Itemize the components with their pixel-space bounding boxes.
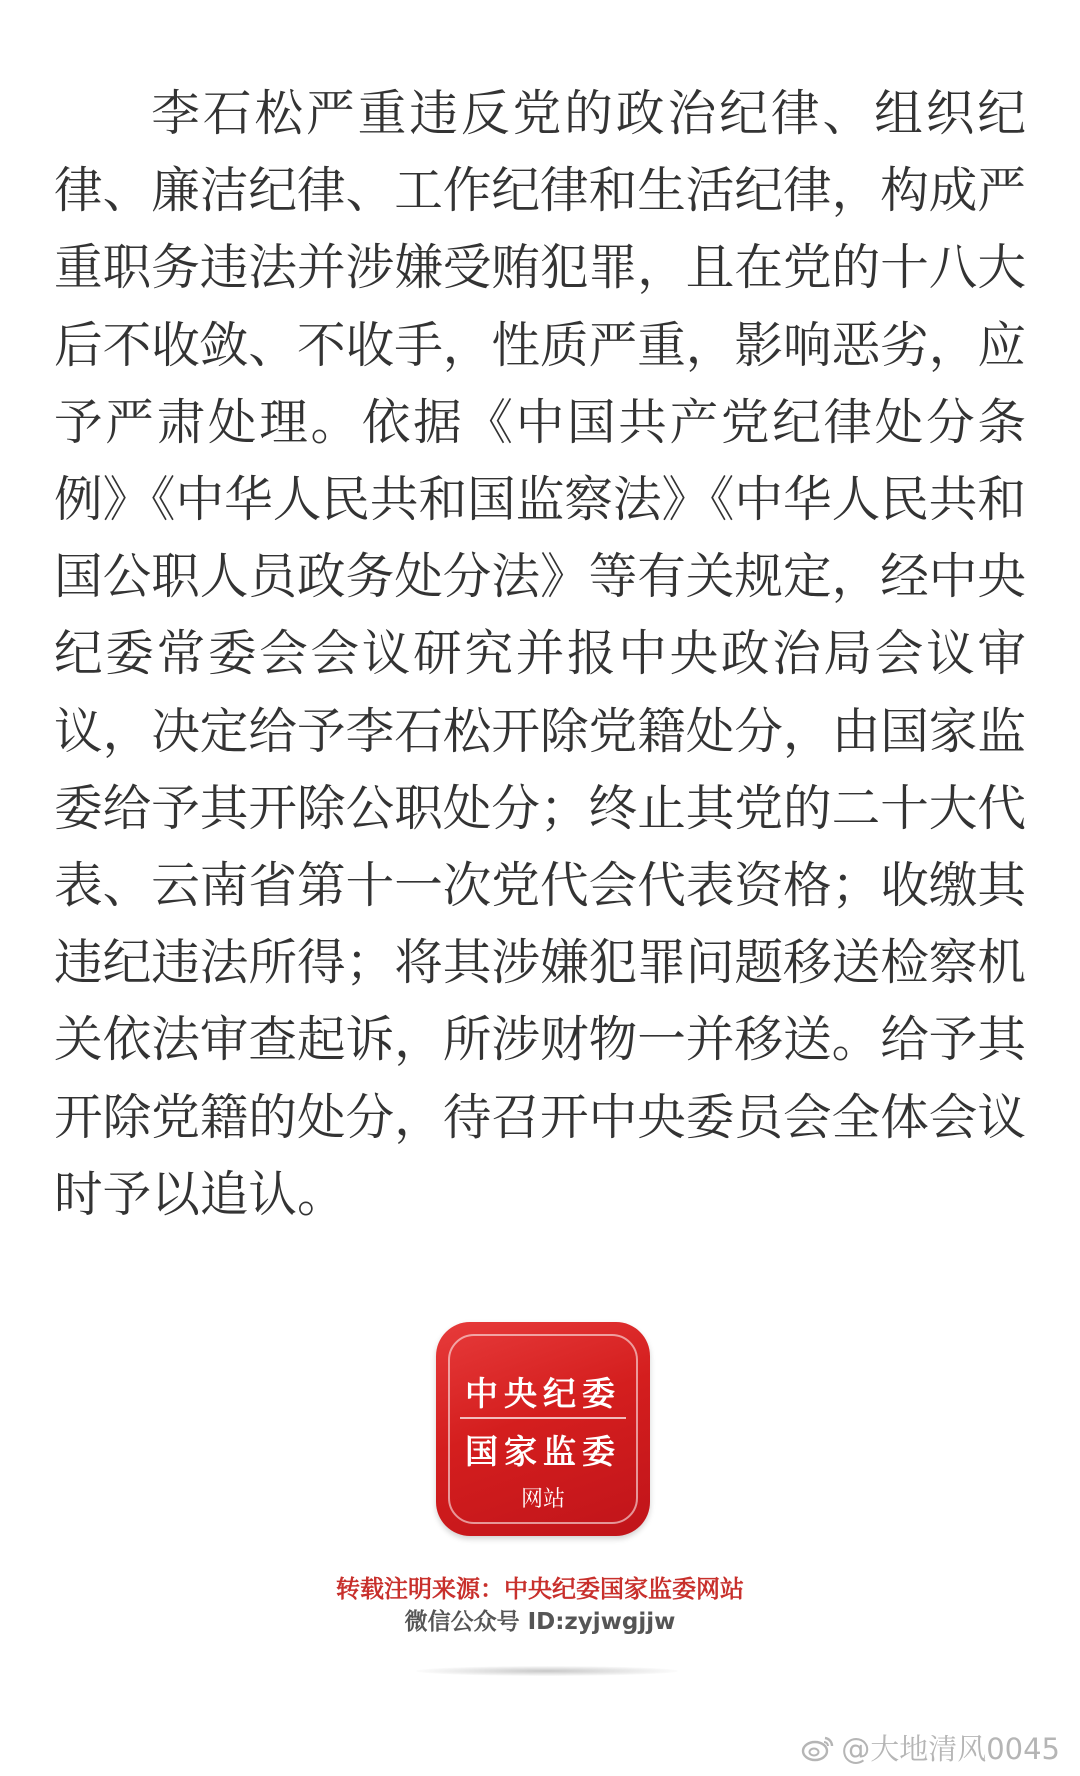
logo-line-1: 中央纪委: [465, 1374, 621, 1413]
logo-divider: [460, 1417, 626, 1419]
logo-line-3: 网站: [520, 1487, 565, 1512]
logo-line-2: 国家监委: [465, 1432, 621, 1471]
source-attribution: 转载注明来源：中央纪委国家监委网站: [336, 1575, 744, 1603]
watermark-text: @大地清风0045: [841, 1732, 1060, 1766]
wechat-id: 微信公众号 ID:zyjwgjjw: [404, 1609, 676, 1635]
weibo-icon: [801, 1734, 835, 1762]
article-body: [54, 76, 1026, 1234]
ccdi-logo: [436, 1322, 650, 1536]
decorative-shadow: [416, 1666, 678, 1676]
article-paragraph: 李石松严重违反党的政治纪律、组织纪律、廉洁纪律、工作纪律和生活纪律，构成严重职务违法并涉嫌受贿犯罪，且在党的十八大后不收敛、不收手，性质严重，影响恶劣，应予严肃处理。依据《中国共产党纪律处分条例》《中华人民共和国监察法》《中华人民共和国公职人员政务处分法》等有关规定，经中央纪委常委会会议研究并报中央政治局会议审议，决定给予李石松开除党籍处分，由国家监委给予其开除公职处分；终止其党的二十大代表、云南省第十一次党代会代表资格；收缴其违纪违法所得；将其涉嫌犯罪问题移送检察机关依法审查起诉，所涉财物一并移送。给予其开除党籍的处分，待召开中央委员会全体会议时予以追认。: [54, 86, 1026, 1223]
weibo-watermark: [801, 1727, 1060, 1768]
